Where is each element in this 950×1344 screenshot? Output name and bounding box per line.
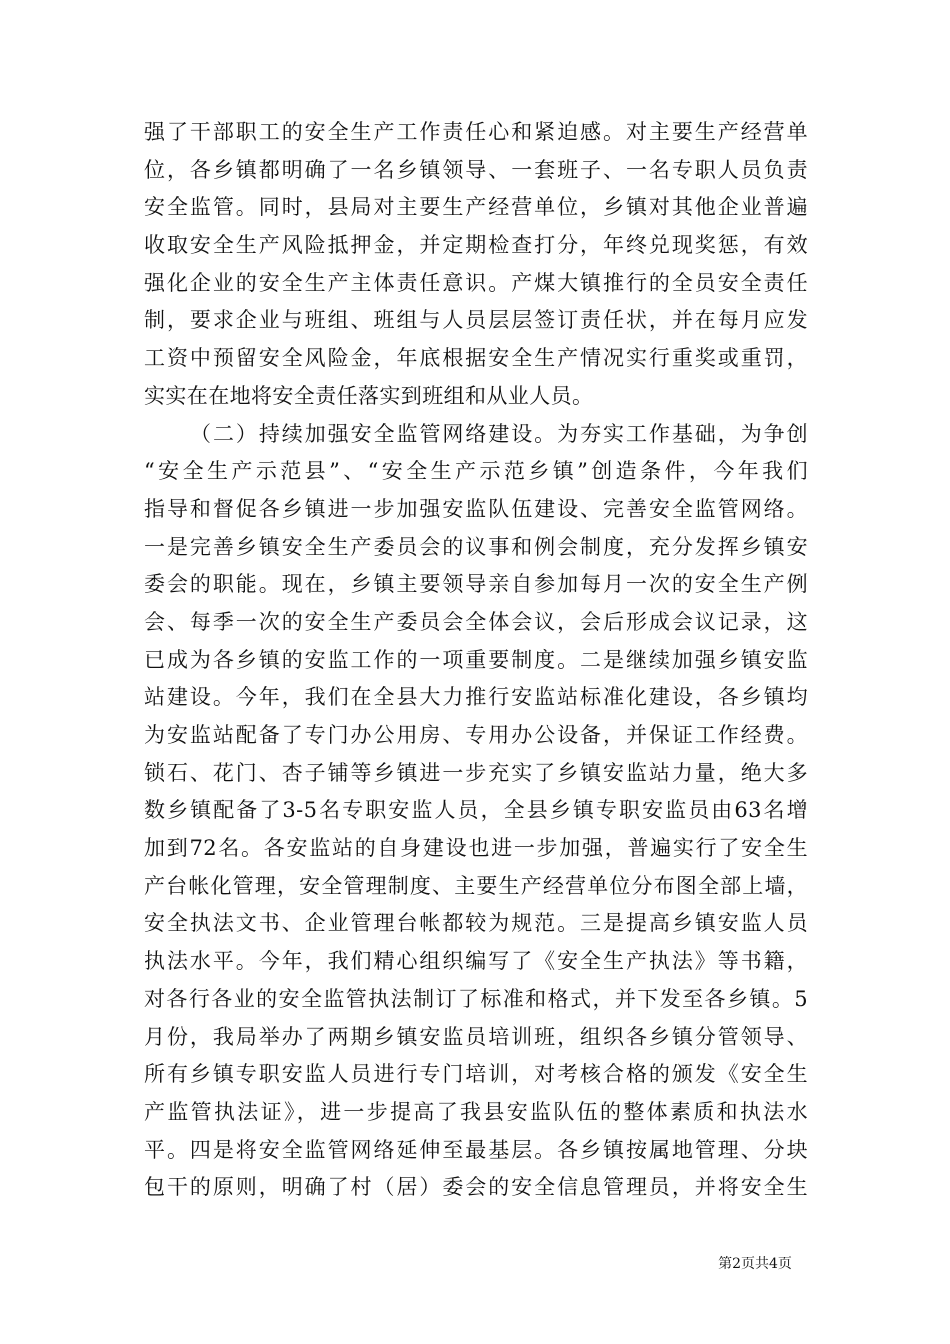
text-line: 对各行各业的安全监管执法制订了标准和格式，并下发至各乡镇。5 [144, 986, 808, 1011]
text-line: 站建设。今年，我们在全县大力推行安监站标准化建设，各乡镇均 [144, 685, 808, 710]
text-line: 产台帐化管理，安全管理制度、主要生产经营单位分布图全部上墙， [144, 873, 808, 898]
text-line: 数乡镇配备了3-5名专职安监人员，全县乡镇专职安监员由63名增 [144, 798, 808, 823]
text-line: 位，各乡镇都明确了一名乡镇领导、一套班子、一名专职人员负责 [144, 157, 808, 182]
text-line: 强了干部职工的安全生产工作责任心和紧迫感。对主要生产经营单 [144, 120, 808, 144]
text-line: 安全执法文书、企业管理台帐都较为规范。三是提高乡镇安监人员 [144, 911, 808, 936]
text-line: 平。四是将安全监管网络延伸至最基层。各乡镇按属地管理、分块 [144, 1137, 808, 1162]
text-line: 为安监站配备了专门办公用房、专用办公设备，并保证工作经费。 [144, 723, 808, 747]
text-line-paragraph-start: （二）持续加强安全监管网络建设。为夯实工作基础，为争创 [190, 421, 808, 446]
text-line: 产监管执法证》，进一步提高了我县安监队伍的整体素质和执法水 [144, 1099, 808, 1124]
text-line: 强化企业的安全生产主体责任意识。产煤大镇推行的全员安全责任 [144, 270, 808, 295]
text-line: 委会的职能。现在，乡镇主要领导亲自参加每月一次的安全生产例 [144, 572, 808, 597]
text-line: 月份，我局举办了两期乡镇安监员培训班，组织各乡镇分管领导、 [144, 1024, 808, 1049]
text-line: 包干的原则，明确了村（居）委会的安全信息管理员，并将安全生 [144, 1175, 808, 1200]
text-line: 制，要求企业与班组、班组与人员层层签订责任状，并在每月应发 [144, 308, 808, 333]
text-line-paragraph-end: 实实在在地将安全责任落实到班组和从业人员。 [144, 383, 594, 408]
text-line: 锁石、花门、杏子铺等乡镇进一步充实了乡镇安监站力量，绝大多 [144, 760, 808, 785]
text-line: 会、每季一次的安全生产委员会全体会议，会后形成会议记录，这 [144, 609, 808, 634]
page-number-footer: 第2页共4页 [718, 1256, 792, 1272]
body-text [144, 114, 808, 1207]
text-line: 已成为各乡镇的安监工作的一项重要制度。二是继续加强乡镇安监 [144, 647, 808, 672]
text-line: 工资中预留安全风险金，年底根据安全生产情况实行重奖或重罚， [144, 346, 808, 371]
text-line: 执法水平。今年，我们精心组织编写了《安全生产执法》等书籍， [144, 949, 808, 974]
text-line: 指导和督促各乡镇进一步加强安监队伍建设、完善安全监管网络。 [144, 496, 808, 521]
text-line: 加到72名。各安监站的自身建设也进一步加强，普遍实行了安全生 [144, 836, 808, 861]
text-line: 安全监管。同时，县局对主要生产经营单位，乡镇对其他企业普遍 [144, 195, 808, 220]
text-line: “安全生产示范县”、“安全生产示范乡镇”创造条件，今年我们 [144, 459, 808, 484]
text-line: 收取安全生产风险抵押金，并定期检查打分，年终兑现奖惩，有效 [144, 233, 808, 258]
text-line: 所有乡镇专职安监人员进行专门培训，对考核合格的颁发《安全生 [144, 1062, 808, 1087]
text-line: 一是完善乡镇安全生产委员会的议事和例会制度，充分发挥乡镇安 [144, 534, 808, 559]
